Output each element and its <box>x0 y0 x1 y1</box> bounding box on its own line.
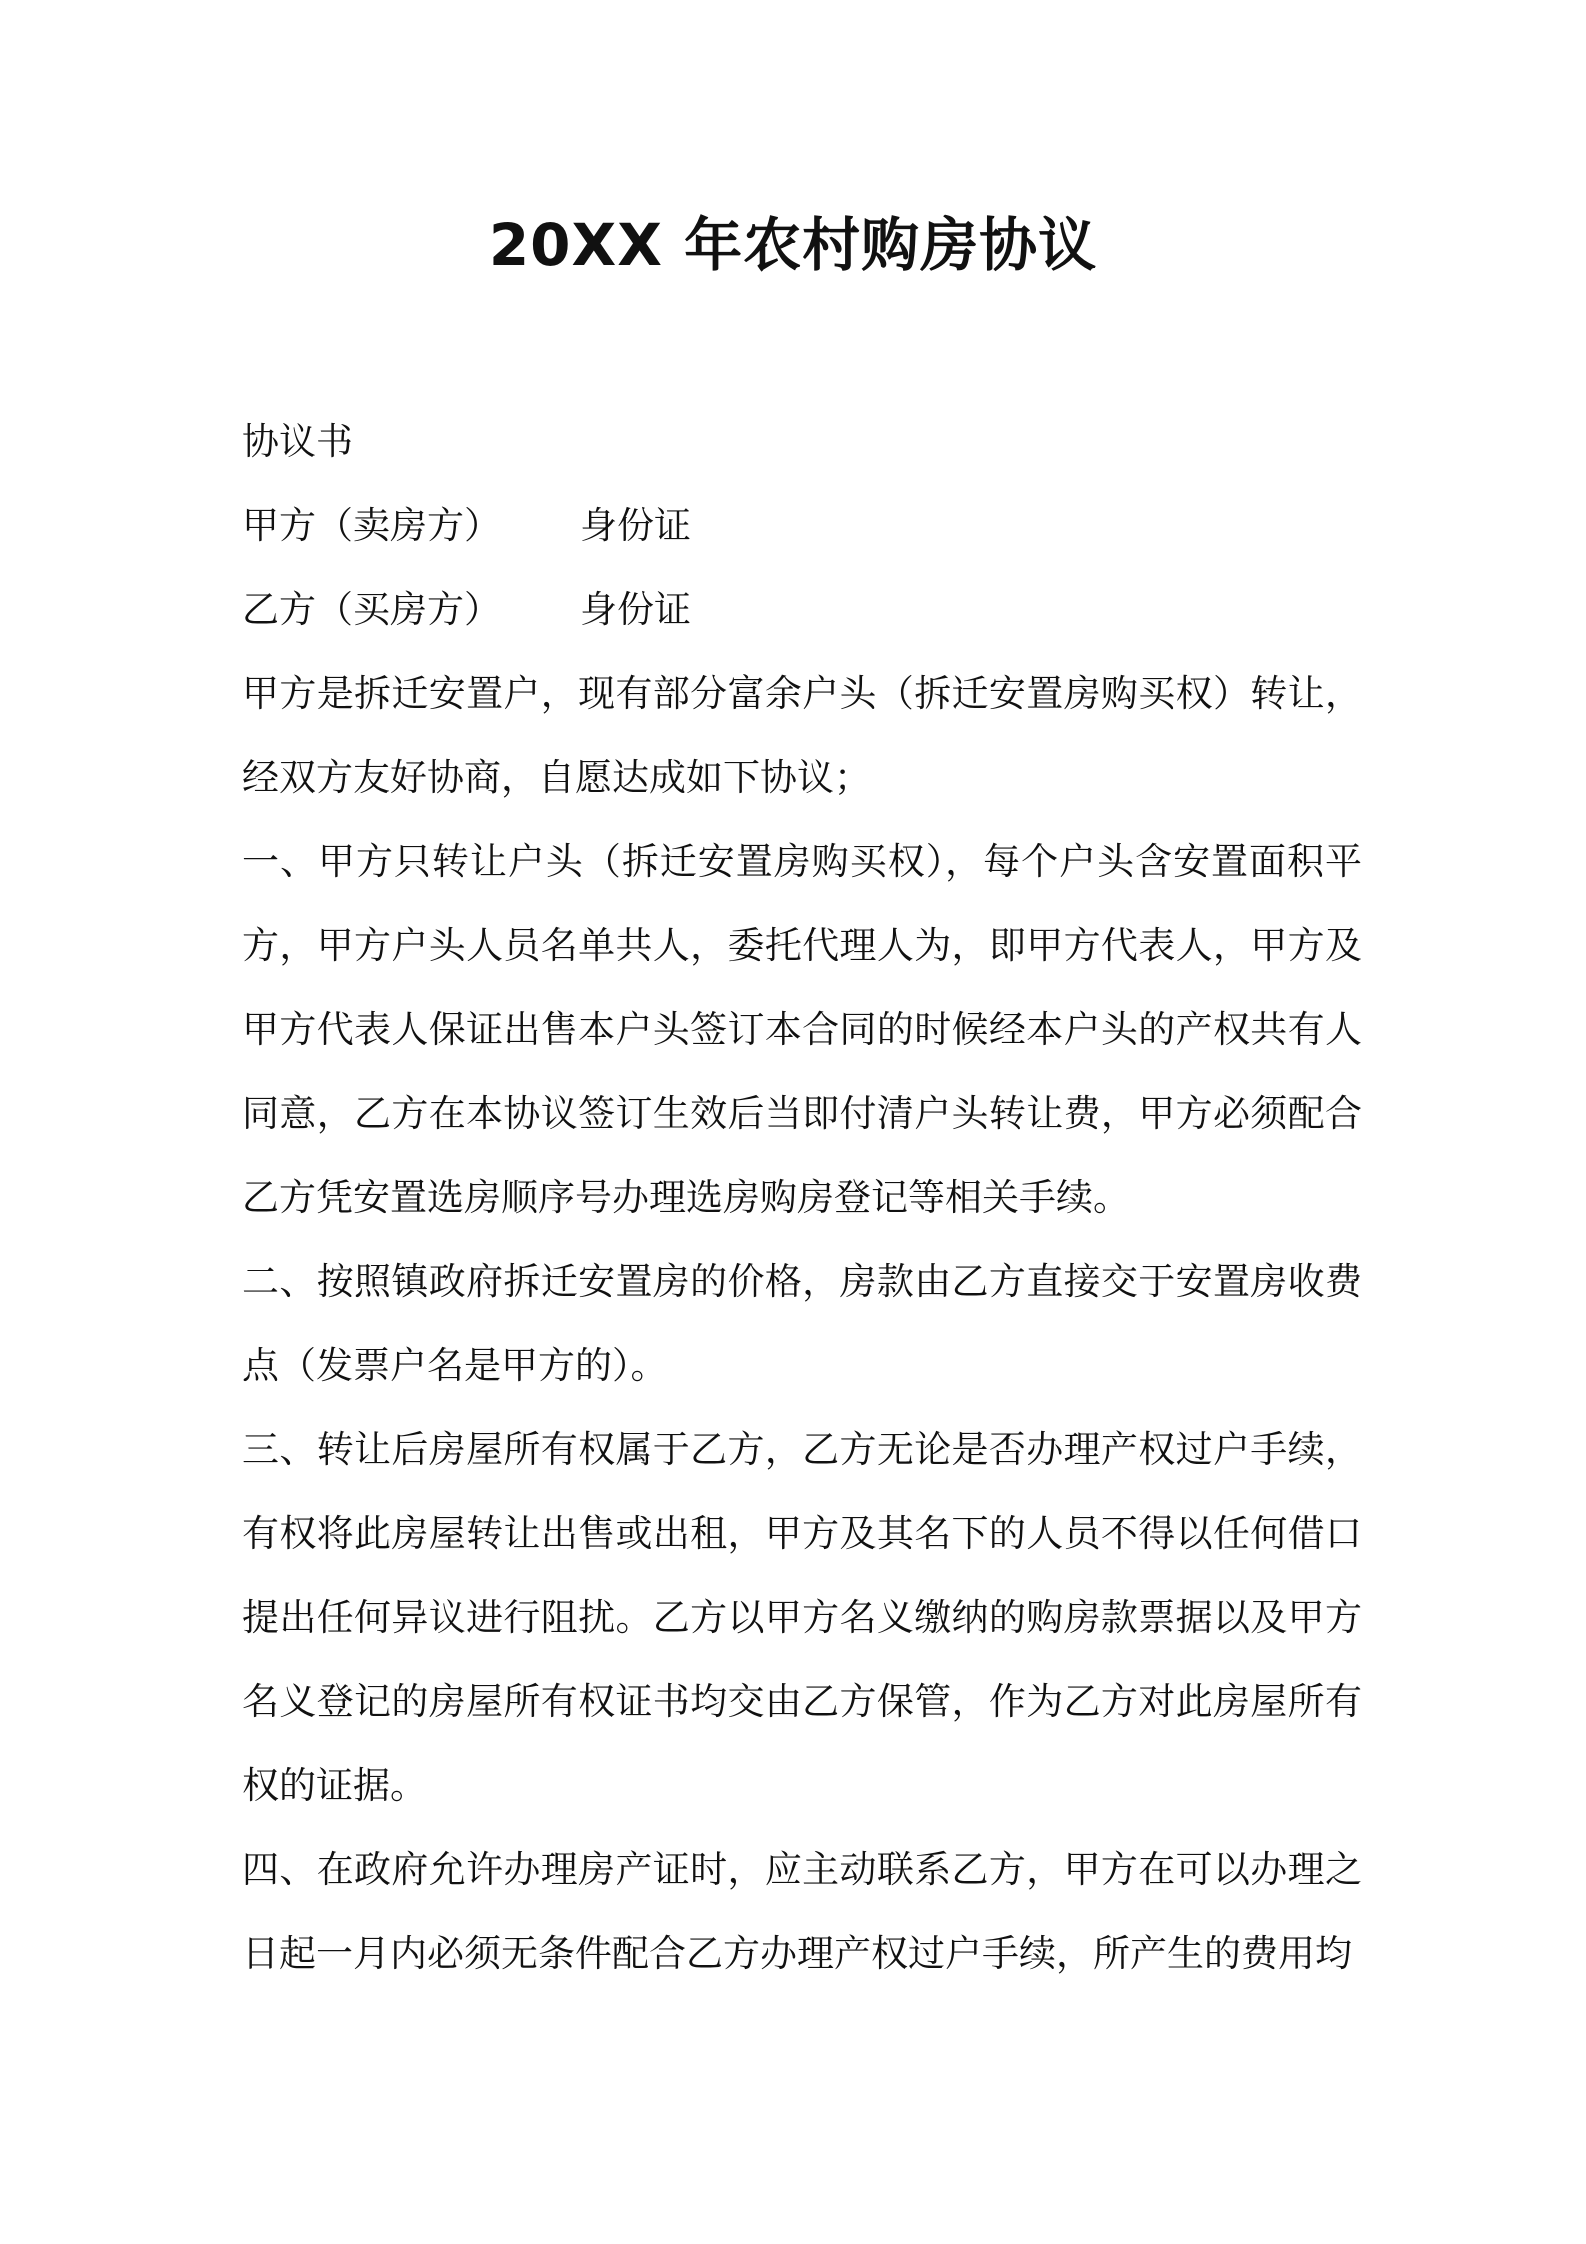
document-title: 20XX 年农村购房协议 <box>488 211 1098 279</box>
party-b-role: 乙方（买房方） <box>242 588 501 631</box>
agreement-heading: 协议书 <box>242 420 353 463</box>
party-b-id-label: 身份证 <box>580 588 691 631</box>
clause-3-paragraph: 三、转让后房屋所有权属于乙方，乙方无论是否办理产权过户手续，有权将此房屋转让出售或出租，甲方及其名下的人员不得以任何借口提出任何异议进行阻扰。乙方以甲方名义缴纳的购房款票据以及甲方名义登记的房屋所有权证书均交由乙方保管，作为乙方对此房屋所有权的证据。 <box>242 1428 1362 1807</box>
party-b-line <box>242 568 1362 652</box>
intro-paragraph: 甲方是拆迁安置户，现有部分富余户头（拆迁安置房购买权）转让，经双方友好协商，自愿达成如下协议； <box>242 672 1362 799</box>
clause-4-paragraph: 四、在政府允许办理房产证时，应主动联系乙方，甲方在可以办理之日起一月内必须无条件配合乙方办理产权过户手续，所产生的费用均 <box>242 1848 1362 1975</box>
clause-2-paragraph: 二、按照镇政府拆迁安置房的价格，房款由乙方直接交于安置房收费点（发票户名是甲方的）。 <box>242 1260 1362 1387</box>
clause-1-paragraph: 一、甲方只转让户头（拆迁安置房购买权），每个户头含安置面积平方，甲方户头人员名单共人，委托代理人为，即甲方代表人，甲方及甲方代表人保证出售本户头签订本合同的时候经本户头的产权共有人同意，乙方在本协议签订生效后当即付清户头转让费，甲方必须配合乙方凭安置选房顺序号办理选房购房登记等相关手续。 <box>242 840 1362 1219</box>
document-body <box>242 400 1362 1996</box>
party-a-id-label: 身份证 <box>580 504 691 547</box>
party-a-line <box>242 484 1362 568</box>
party-a-role: 甲方（卖房方） <box>242 504 501 547</box>
